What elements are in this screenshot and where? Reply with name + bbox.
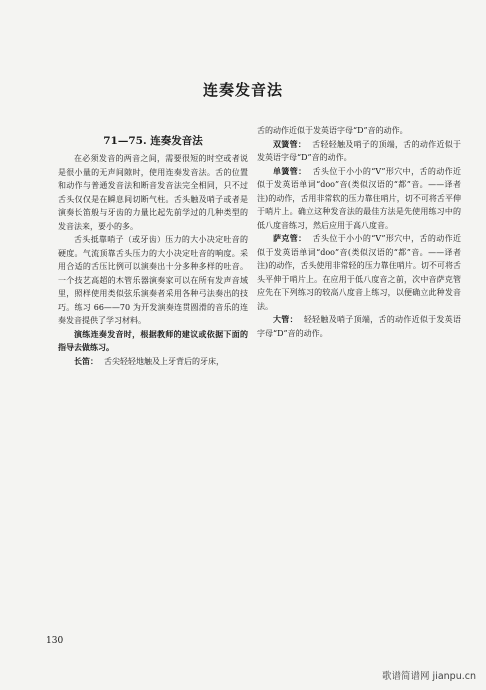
paragraph-intro: 在必须发音的两音之间，需要很短的时空或者说是很小量的无声间隙时，使用连奏发音法。舌的位置和动作与普通发音法和断音发音法完全相同，只不过舌头仅仅是在瞬息间切断气柱。舌头触及哨子或者是演奏长笛般与牙齿的力量比起先前学过的几种类型的发音法来，要小的多。 (58, 154, 248, 231)
paragraph-practice: 演练连奏发音时，根据教师的建议或依据下面的指导去做练习。 (58, 328, 248, 352)
text-saxophone: 舌头位于小小的“V”形穴中，舌的动作近似于发英语单词“doo”音(类似汉语的“都”音。——译者注)的动作，舌头使用非常轻的压力靠住哨片。切不可将舌头平伸于哨片上。在应用于低八度音之前，次中音萨克管应先在下列练习的较高八度音上练习，以便确立此种发音法。 (257, 234, 462, 311)
left-column (58, 134, 248, 368)
term-flute: 长笛： (74, 355, 98, 366)
term-bassoon: 大管： (273, 314, 298, 324)
term-oboe: 双簧管： (273, 138, 307, 149)
text-clarinet: 舌头位于小小的“V”形穴中，舌的动作近似于发英语单词“doo”音(类似汉语的“都”音。——译者注)的动作，舌用非常软的压力靠住哨片，切不可将舌平伸于哨片上。确立这种发音法的最佳方法是先使用练习中的低八度音练习，然后应用于高八度音。 (257, 166, 462, 230)
text-oboe: 舌轻轻触及哨子的顶端，舌的动作近似于发英语字母“D”音的动作。 (257, 139, 462, 162)
page-number: 130 (46, 636, 64, 646)
term-saxophone: 萨克管： (273, 233, 307, 243)
term-clarinet: 单簧管： (273, 165, 307, 176)
watermark: 歌谱简谱网 jianpu.cn (382, 671, 476, 682)
paragraph-saxophone (257, 232, 461, 313)
text-bassoon: 轻轻触及哨子顶端，舌的动作近似于发英语字母“D”音的动作。 (257, 315, 462, 338)
paragraph-bassoon (257, 313, 461, 340)
paragraph-oboe (257, 138, 461, 165)
paragraph-flute (58, 355, 248, 369)
section-heading: 71—75. 连奏发音法 (103, 135, 203, 147)
right-column (257, 124, 461, 340)
paragraph-continuation: 舌的动作近似于发英语字母“D”音的动作。 (257, 126, 408, 135)
page-title: 连奏发音法 (202, 81, 283, 99)
paragraph-pressure: 舌头抵靠哨子（或牙齿）压力的大小决定吐音的硬度。气流顶靠舌头压力的大小决定吐音的响度。采用合适的舌压比例可以演奏出十分多种多样的吐音。一个技艺高超的木管乐器演奏家可以在所有发声音域里，照样使用类似弦乐演奏者采用各种弓法奏出的技巧。练习 66——70 为开发演奏连贯圆滑的音乐的连奏发音提供了学习材料。 (58, 235, 248, 325)
paragraph-clarinet (257, 165, 461, 233)
text-flute: 舌尖轻轻地触及上牙背后的牙床， (104, 356, 224, 366)
